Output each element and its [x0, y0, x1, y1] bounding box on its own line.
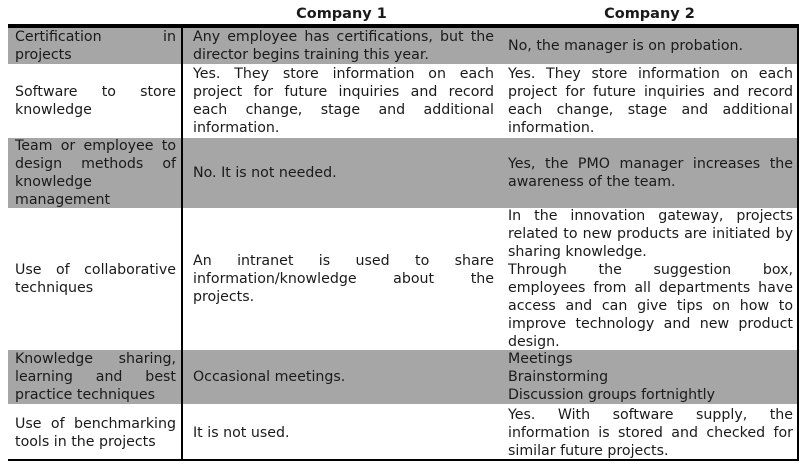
company-2-cell: [500, 350, 799, 404]
company-2-list-item: Brainstorming: [508, 369, 609, 385]
row-label: Software to store knowledge: [15, 84, 176, 118]
row-label: Use of benchmarking tools in the projects: [15, 415, 176, 450]
row-label-cell: [8, 406, 183, 459]
table-row: [8, 350, 799, 404]
company-2-list-item: Discussion groups fortnightly: [508, 387, 715, 403]
company-2-value: [508, 350, 793, 404]
company-1-cell: [183, 350, 500, 404]
table-row: [8, 406, 799, 459]
row-label: Certification in projects: [15, 29, 176, 63]
table-row: [8, 28, 799, 64]
company-2-value: No, the manager is on probation.: [508, 38, 744, 54]
company-2-value: Yes, the PMO manager increases the awareness of the team.: [508, 156, 793, 190]
row-label-cell: [8, 210, 183, 348]
table-row: [8, 66, 799, 136]
company-2-cell: [500, 406, 799, 459]
company-2-value: Yes. With software supply, the information is stored and checked for similar future projects.: [508, 406, 793, 459]
company-2-paragraph: In the innovation gateway, projects related to new products are initiated by sharing knowledge.: [508, 208, 793, 260]
row-label-cell: [8, 66, 183, 136]
company-1-value: Occasional meetings.: [193, 369, 346, 385]
company-1-value: It is not used.: [193, 424, 290, 441]
company-1-cell: [183, 28, 500, 64]
row-label-cell: [8, 350, 183, 404]
row-label: Team or employee to design methods of knowledge management: [15, 138, 176, 208]
company-1-cell: [183, 66, 500, 136]
company-2-cell: [500, 138, 799, 208]
table-header-row: [8, 0, 799, 28]
header-label-column: [8, 23, 183, 24]
company-1-value: Yes. They store information on each project for future inquiries and record each change, stage and additional information.: [193, 66, 494, 136]
row-label-cell: [8, 138, 183, 208]
row-label: Knowledge sharing, learning and best practice techniques: [15, 351, 176, 403]
company-1-value: Any employee has certifications, but the director begins training this year.: [193, 29, 494, 63]
table-row: [8, 210, 799, 348]
company-1-cell: [183, 406, 500, 459]
comparison-table: [8, 0, 799, 461]
company-2-paragraph: Through the suggestion box, employees from all departments have access and can give tips on how to improve technology and new product design.: [508, 262, 793, 350]
company-2-list-item: Meetings: [508, 351, 573, 367]
company-2-cell: [500, 28, 799, 64]
company-1-cell: [183, 138, 500, 208]
row-label: Use of collaborative techniques: [15, 262, 176, 296]
header-company-1: Company 1: [296, 6, 387, 22]
company-2-cell: [500, 66, 799, 136]
company-2-value: Yes. They store information on each project for future inquiries and record each change, stage and additional information.: [508, 66, 793, 136]
company-1-value: An intranet is used to share information/knowledge about the projects.: [193, 253, 494, 305]
company-2-cell: [500, 210, 799, 348]
table-row: [8, 138, 799, 208]
header-company-2: Company 2: [604, 6, 695, 22]
company-1-cell: [183, 210, 500, 348]
row-label-cell: [8, 28, 183, 64]
company-1-value: No. It is not needed.: [193, 165, 337, 181]
company-2-value: [508, 207, 793, 351]
